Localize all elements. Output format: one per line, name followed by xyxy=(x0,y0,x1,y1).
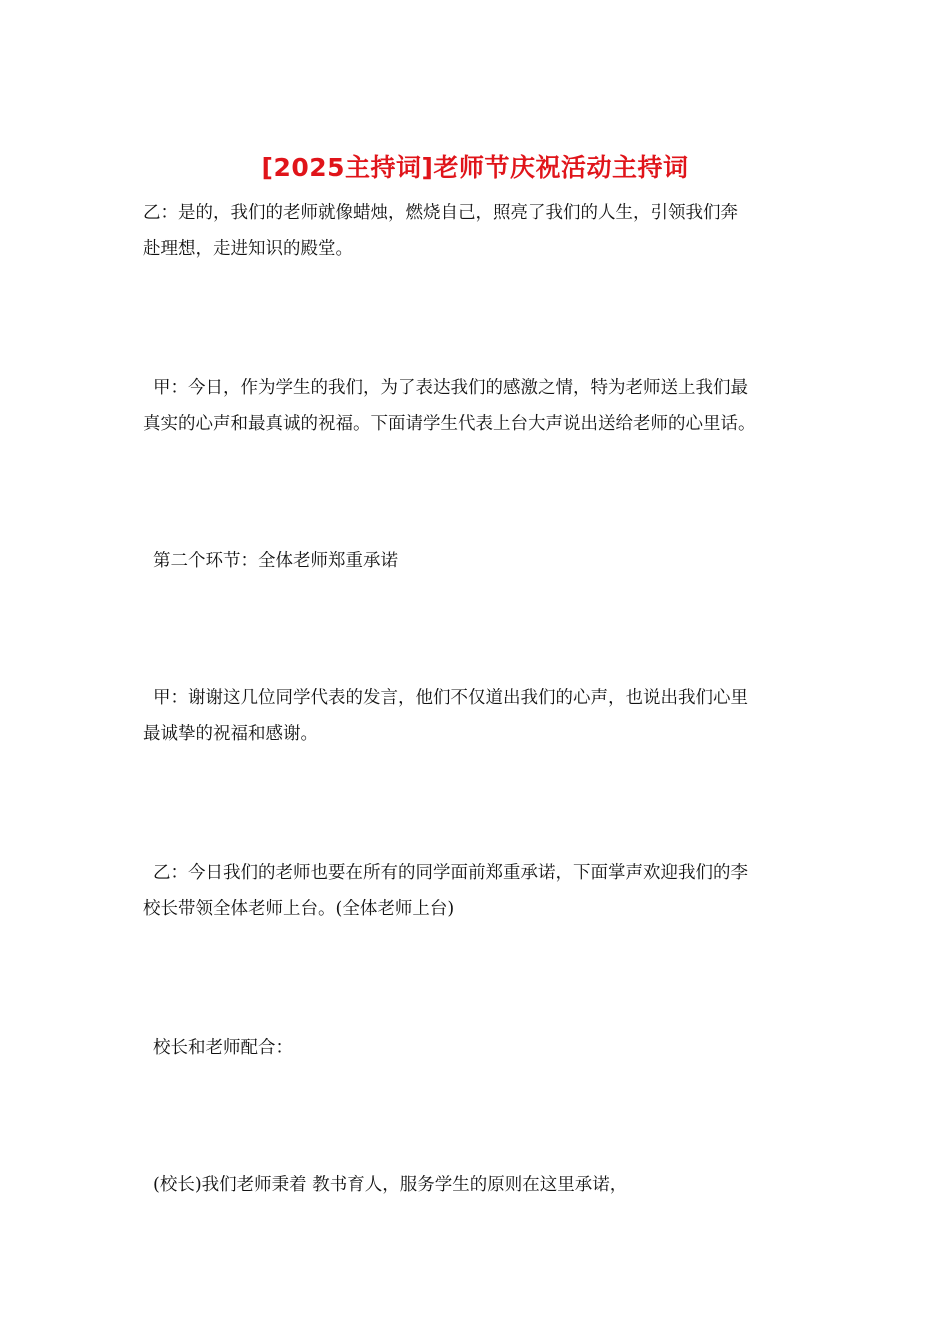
paragraph-2-line-1: 甲：今日，作为学生的我们，为了表达我们的感激之情，特为老师送上我们最 xyxy=(153,378,748,398)
paragraph-1-line-2: 赴理想，走进知识的殿堂。 xyxy=(143,239,353,259)
paragraph-1-line-1: 乙：是的，我们的老师就像蜡烛，燃烧自己，照亮了我们的人生，引领我们奔 xyxy=(143,203,738,223)
document-title: [2025主持词]老师节庆祝活动主持词 xyxy=(261,153,689,182)
paragraph-7 xyxy=(143,1167,813,1203)
paragraph-7-line-1: (校长)我们老师秉着 教书育人，服务学生的原则在这里承诺， xyxy=(153,1175,628,1195)
paragraph-1 xyxy=(143,195,813,267)
paragraph-3-line-1: 第二个环节：全体老师郑重承诺 xyxy=(153,551,398,571)
paragraph-6-line-1: 校长和老师配合： xyxy=(153,1038,293,1058)
paragraph-4-line-1: 甲：谢谢这几位同学代表的发言，他们不仅道出我们的心声，也说出我们心里 xyxy=(153,688,748,708)
paragraph-5 xyxy=(143,855,813,927)
paragraph-2-line-2: 真实的心声和最真诚的祝福。下面请学生代表上台大声说出送给老师的心里话。 xyxy=(143,414,756,434)
paragraph-4-line-2: 最诚挚的祝福和感谢。 xyxy=(143,724,318,744)
paragraph-3 xyxy=(143,543,813,579)
paragraph-6 xyxy=(143,1030,813,1066)
paragraph-5-line-1: 乙：今日我们的老师也要在所有的同学面前郑重承诺，下面掌声欢迎我们的李 xyxy=(153,863,748,883)
paragraph-4 xyxy=(143,680,813,752)
paragraph-2 xyxy=(143,370,813,442)
paragraph-5-line-2: 校长带领全体老师上台。(全体老师上台) xyxy=(143,899,455,919)
